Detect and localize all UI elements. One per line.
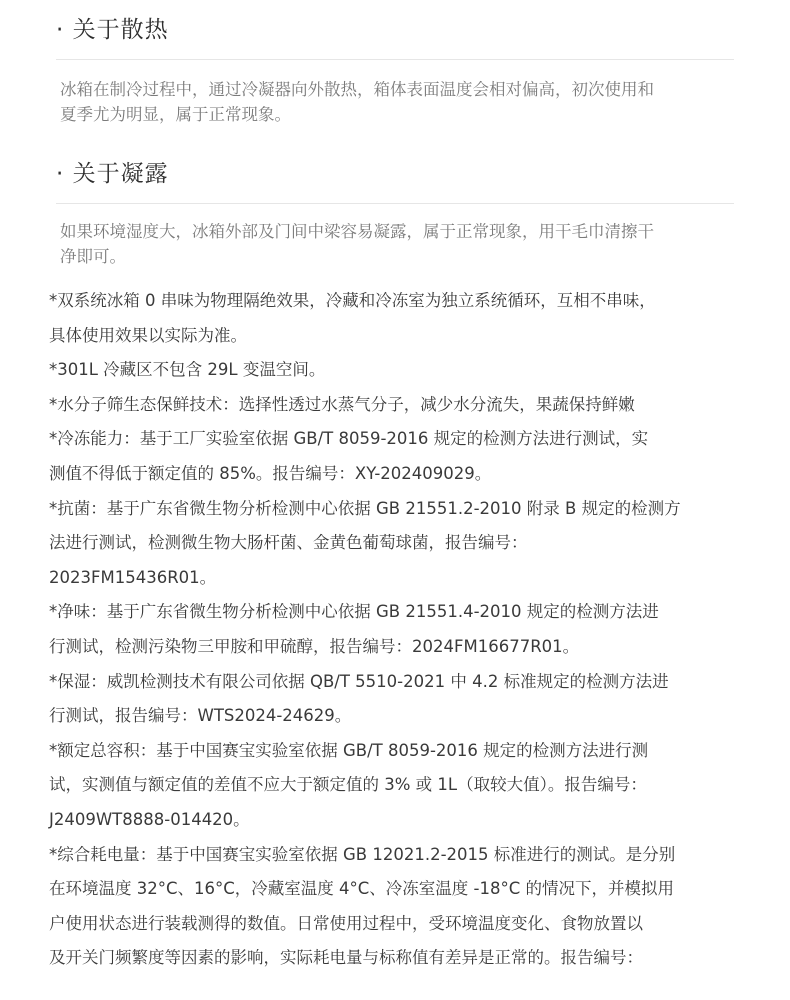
footnote-line: *综合耗电量：基于中国赛宝实验室依据 GB 12021.2-2015 标准进行的测试。是分别 bbox=[49, 844, 676, 864]
footnote-line: 试，实测值与额定值的差值不应大于额定值的 3% 或 1L（取较大值）。报告编号： bbox=[49, 775, 647, 795]
condensation-body bbox=[60, 219, 750, 269]
footnote-line: J2409WT8888-014420。 bbox=[49, 809, 250, 829]
condensation-divider bbox=[56, 203, 734, 204]
footnote-line: 具体使用效果以实际为准。 bbox=[49, 325, 247, 345]
footnote-line: 户使用状态进行装载测得的数值。日常使用过程中，受环境温度变化、食物放置以 bbox=[49, 913, 643, 933]
footnote-line: 及开关门频繁度等因素的影响，实际耗电量与标称值有差异是正常的。报告编号： bbox=[49, 948, 643, 968]
heat-dissipation-divider bbox=[56, 59, 734, 60]
footnote-line: *抗菌：基于广东省微生物分析检测中心依据 GB 21551.2-2010 附录 B 规定的检测方 bbox=[49, 498, 681, 518]
footnote-capacity bbox=[49, 353, 749, 388]
footnote-line: 测值不得低于额定值的 85%。报告编号：XY-202409029。 bbox=[49, 463, 492, 483]
footnote-deodorize bbox=[49, 595, 749, 664]
condensation-title: · 关于凝露 bbox=[56, 161, 169, 187]
footnote-power-consumption bbox=[49, 838, 749, 976]
footnote-line: 2023FM15436R01。 bbox=[49, 567, 217, 587]
footnote-freezing-capacity bbox=[49, 422, 749, 491]
footnote-line: *301L 冷藏区不包含 29L 变温空间。 bbox=[49, 360, 326, 380]
footnote-antibacterial bbox=[49, 492, 749, 596]
footnote-line: *额定总容积：基于中国赛宝实验室依据 GB/T 8059-2016 规定的检测方法进行测 bbox=[49, 740, 649, 760]
condensation-body-line: 如果环境湿度大，冰箱外部及门间中梁容易凝露，属于正常现象，用干毛巾清擦干 bbox=[60, 222, 654, 241]
footnote-line: 法进行测试，检测微生物大肠杆菌、金黄色葡萄球菌，报告编号： bbox=[49, 533, 528, 553]
footnote-line: *双系统冰箱 0 串味为物理隔绝效果，冷藏和冷冻室为独立系统循环，互相不串味， bbox=[49, 291, 656, 310]
heat-dissipation-title: · 关于散热 bbox=[56, 17, 169, 43]
footnote-line: *净味：基于广东省微生物分析检测中心依据 GB 21551.4-2010 规定的检测方法进 bbox=[49, 602, 659, 622]
heat-dissipation-body-line: 冰箱在制冷过程中，通过冷凝器向外散热，箱体表面温度会相对偏高，初次使用和 bbox=[60, 80, 654, 99]
footnote-line: *水分子筛生态保鲜技术：选择性透过水蒸气分子，减少水分流失，果蔬保持鲜嫩 bbox=[49, 394, 635, 414]
footnote-line: 行测试，报告编号：WTS2024-24629。 bbox=[49, 706, 352, 726]
footnote-line: *保湿：威凯检测技术有限公司依据 QB/T 5510-2021 中 4.2 标准规定的检测方法进 bbox=[49, 671, 669, 691]
footnotes-list bbox=[49, 284, 749, 976]
footnote-line: 行测试，检测污染物三甲胺和甲硫醇，报告编号：2024FM16677R01。 bbox=[49, 636, 580, 656]
footnote-line: 在环境温度 32°C、16°C，冷藏室温度 4°C、冷冻室温度 -18°C 的情况下，并模拟用 bbox=[49, 879, 675, 899]
footnote-rated-volume bbox=[49, 734, 749, 838]
heat-dissipation-body bbox=[60, 77, 750, 127]
footnote-line: *冷冻能力：基于工厂实验室依据 GB/T 8059-2016 规定的检测方法进行测试，实 bbox=[49, 429, 649, 449]
heat-dissipation-body-line: 夏季尤为明显，属于正常现象。 bbox=[60, 105, 291, 124]
footnote-freshness-tech bbox=[49, 388, 749, 423]
footnote-no-odor-mixing bbox=[49, 284, 749, 353]
condensation-body-line: 净即可。 bbox=[60, 247, 126, 266]
footnote-moisturizing bbox=[49, 665, 749, 734]
